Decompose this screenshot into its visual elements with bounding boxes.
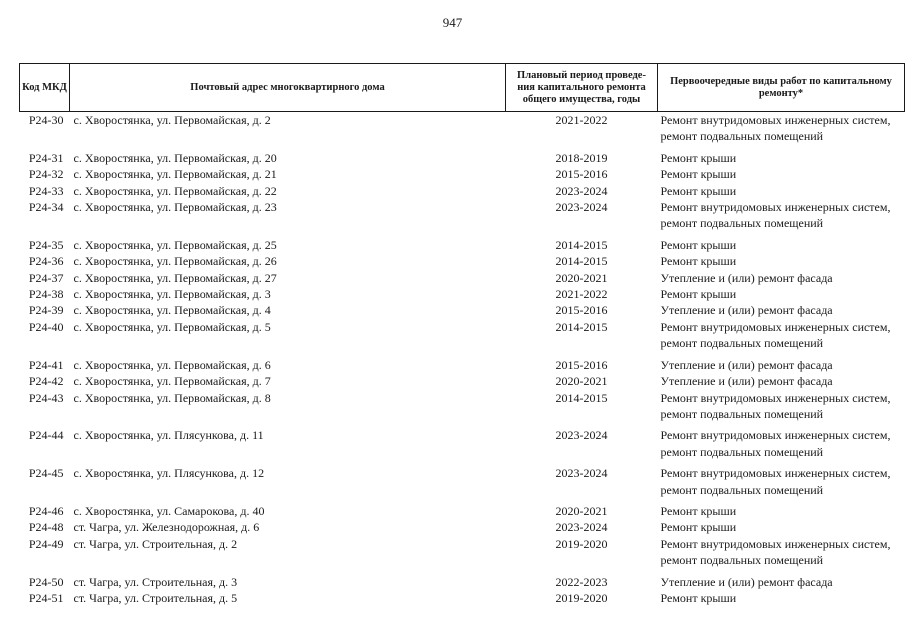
- cell-period: 2023-2024: [555, 183, 608, 198]
- cell-address: с. Хворостянка, ул. Первомайская, д. 7: [73, 374, 271, 389]
- table-row: [20, 199, 905, 232]
- table-row: [20, 465, 905, 498]
- cell-works: [658, 465, 905, 498]
- work-item: Ремонт крыши: [660, 237, 737, 252]
- cell-period: 2020-2021: [555, 270, 608, 285]
- cell-address: с. Хворостянка, ул. Первомайская, д. 2: [73, 113, 271, 127]
- cell-works: [658, 199, 905, 232]
- cell-code: P24-48: [28, 520, 64, 535]
- table-header: [20, 64, 905, 112]
- table-row: [20, 390, 905, 423]
- work-item: Утепление и (или) ремонт фасада: [660, 270, 833, 285]
- table-row: [20, 302, 905, 318]
- cell-works: [658, 503, 905, 519]
- work-item: Ремонт крыши: [660, 287, 737, 302]
- work-item: Ремонт крыши: [660, 150, 737, 165]
- work-item: Ремонт крыши: [660, 167, 737, 182]
- cell-address: с. Хворостянка, ул. Первомайская, д. 21: [73, 167, 277, 182]
- cell-works: [658, 302, 905, 318]
- cell-period: 2015-2016: [555, 167, 608, 182]
- cell-period: 2021-2022: [555, 287, 608, 302]
- cell-works: [658, 373, 905, 389]
- work-item: Утепление и (или) ремонт фасада: [660, 374, 833, 389]
- cell-period: 2020-2021: [555, 374, 608, 389]
- work-item: Ремонт внутридомовых инженерных систем,: [660, 466, 891, 481]
- header-address: Почтовый адрес многоквартирного дома: [70, 64, 506, 112]
- work-item: ремонт подвальных помещений: [660, 406, 824, 421]
- cell-code: P24-33: [28, 183, 64, 198]
- work-item: Ремонт крыши: [660, 503, 737, 518]
- cell-code: P24-50: [28, 574, 64, 589]
- cell-period: 2023-2024: [555, 466, 608, 481]
- cell-works: [658, 319, 905, 352]
- cell-address: с. Хворостянка, ул. Плясункова, д. 12: [73, 466, 265, 481]
- cell-code: P24-46: [28, 503, 64, 518]
- cell-code: P24-44: [28, 428, 64, 443]
- cell-address: с. Хворостянка, ул. Самарокова, д. 40: [73, 503, 265, 518]
- header-works: Первоочередные виды работ по капитальному ремонту*: [658, 64, 905, 112]
- work-item: Утепление и (или) ремонт фасада: [660, 357, 833, 372]
- table-row: [20, 319, 905, 352]
- cell-works: [658, 574, 905, 590]
- cell-works: [658, 357, 905, 373]
- work-item: ремонт подвальных помещений: [660, 129, 824, 144]
- cell-code: P24-32: [28, 167, 64, 182]
- cell-works: [658, 237, 905, 253]
- header-period: Плановый период проведе-ния капитального ремонта общего имущества, годы: [506, 64, 658, 112]
- table-row: [20, 574, 905, 590]
- cell-period: 2014-2015: [555, 390, 608, 405]
- table-row: [20, 427, 905, 460]
- cell-period: 2020-2021: [555, 503, 608, 518]
- cell-code: P24-34: [28, 200, 64, 215]
- cell-code: P24-42: [28, 374, 64, 389]
- cell-code: P24-30: [28, 113, 64, 127]
- cell-works: [658, 166, 905, 182]
- work-item: Ремонт крыши: [660, 183, 737, 198]
- work-item: Ремонт внутридомовых инженерных систем,: [660, 113, 891, 127]
- work-item: Ремонт крыши: [660, 520, 737, 535]
- work-item: Утепление и (или) ремонт фасада: [660, 574, 833, 589]
- cell-works: [658, 253, 905, 269]
- cell-address: ст. Чагра, ул. Строительная, д. 5: [73, 590, 238, 605]
- cell-works: [658, 150, 905, 166]
- table-row: [20, 286, 905, 302]
- cell-address: ст. Чагра, ул. Строительная, д. 2: [73, 536, 238, 551]
- cell-address: с. Хворостянка, ул. Первомайская, д. 25: [73, 237, 277, 252]
- cell-period: 2023-2024: [555, 200, 608, 215]
- cell-code: P24-41: [28, 357, 64, 372]
- cell-code: P24-40: [28, 319, 64, 334]
- cell-code: P24-31: [28, 150, 64, 165]
- cell-address: с. Хворостянка, ул. Первомайская, д. 8: [73, 390, 271, 405]
- cell-works: [658, 519, 905, 535]
- cell-address: с. Хворостянка, ул. Первомайская, д. 6: [73, 357, 271, 372]
- cell-code: P24-37: [28, 270, 64, 285]
- cell-period: 2014-2015: [555, 319, 608, 334]
- table-row: [20, 253, 905, 269]
- work-item: Ремонт внутридомовых инженерных систем,: [660, 319, 891, 334]
- cell-works: [658, 183, 905, 199]
- header-code: Код МКД: [20, 64, 70, 112]
- cell-works: [658, 590, 905, 606]
- table-row: [20, 270, 905, 286]
- cell-period: 2021-2022: [555, 113, 608, 127]
- cell-code: P24-36: [28, 254, 64, 269]
- cell-address: с. Хворостянка, ул. Первомайская, д. 4: [73, 303, 271, 318]
- cell-period: 2014-2015: [555, 254, 608, 269]
- cell-period: 2023-2024: [555, 520, 608, 535]
- cell-code: P24-51: [28, 590, 64, 605]
- work-item: ремонт подвальных помещений: [660, 482, 824, 497]
- cell-address: ст. Чагра, ул. Железнодорожная, д. 6: [73, 520, 260, 535]
- work-item: ремонт подвальных помещений: [660, 336, 824, 351]
- cell-period: 2022-2023: [555, 574, 608, 589]
- work-item: Ремонт внутридомовых инженерных систем,: [660, 390, 891, 405]
- cell-address: с. Хворостянка, ул. Первомайская, д. 20: [73, 150, 277, 165]
- work-item: ремонт подвальных помещений: [660, 444, 824, 459]
- work-item: Ремонт внутридомовых инженерных систем,: [660, 536, 891, 551]
- cell-code: P24-38: [28, 287, 64, 302]
- work-item: Ремонт крыши: [660, 254, 737, 269]
- table-row: [20, 150, 905, 166]
- table-row: [20, 503, 905, 519]
- cell-period: 2023-2024: [555, 428, 608, 443]
- cell-address: с. Хворостянка, ул. Первомайская, д. 3: [73, 287, 271, 302]
- cell-address: ст. Чагра, ул. Строительная, д. 3: [73, 574, 238, 589]
- cell-code: P24-39: [28, 303, 64, 318]
- cell-period: 2018-2019: [555, 150, 608, 165]
- cell-works: [658, 536, 905, 569]
- cell-code: P24-35: [28, 237, 64, 252]
- work-item: Ремонт внутридомовых инженерных систем,: [660, 200, 891, 215]
- work-item: Ремонт крыши: [660, 590, 737, 605]
- cell-works: [658, 390, 905, 423]
- table-row: [20, 183, 905, 199]
- table-row: [20, 166, 905, 182]
- work-item: ремонт подвальных помещений: [660, 553, 824, 568]
- cell-address: с. Хворостянка, ул. Первомайская, д. 5: [73, 319, 271, 334]
- cell-period: 2015-2016: [555, 303, 608, 318]
- cell-period: 2015-2016: [555, 357, 608, 372]
- cell-code: P24-49: [28, 536, 64, 551]
- cell-address: с. Хворостянка, ул. Первомайская, д. 23: [73, 200, 277, 215]
- cell-period: 2014-2015: [555, 237, 608, 252]
- table-body: [20, 112, 905, 607]
- cell-code: P24-45: [28, 466, 64, 481]
- table-row: [20, 237, 905, 253]
- table-row: [20, 112, 905, 145]
- cell-works: [658, 286, 905, 302]
- cell-address: с. Хворостянка, ул. Плясункова, д. 11: [73, 428, 264, 443]
- work-item: Ремонт внутридомовых инженерных систем,: [660, 428, 891, 443]
- work-item: ремонт подвальных помещений: [660, 216, 824, 231]
- table-row: [20, 373, 905, 389]
- capital-repair-table: [19, 63, 905, 606]
- cell-period: 2019-2020: [555, 536, 608, 551]
- cell-address: с. Хворостянка, ул. Первомайская, д. 22: [73, 183, 277, 198]
- cell-period: 2019-2020: [555, 590, 608, 605]
- table-row: [20, 536, 905, 569]
- cell-address: с. Хворостянка, ул. Первомайская, д. 26: [73, 254, 277, 269]
- table-row: [20, 590, 905, 606]
- cell-code: P24-43: [28, 390, 64, 405]
- work-item: Утепление и (или) ремонт фасада: [660, 303, 833, 318]
- cell-works: [658, 427, 905, 460]
- cell-works: [658, 270, 905, 286]
- table-row: [20, 519, 905, 535]
- table-row: [20, 357, 905, 373]
- page-number: 947: [442, 15, 463, 30]
- cell-address: с. Хворостянка, ул. Первомайская, д. 27: [73, 270, 277, 285]
- cell-works: [658, 112, 905, 145]
